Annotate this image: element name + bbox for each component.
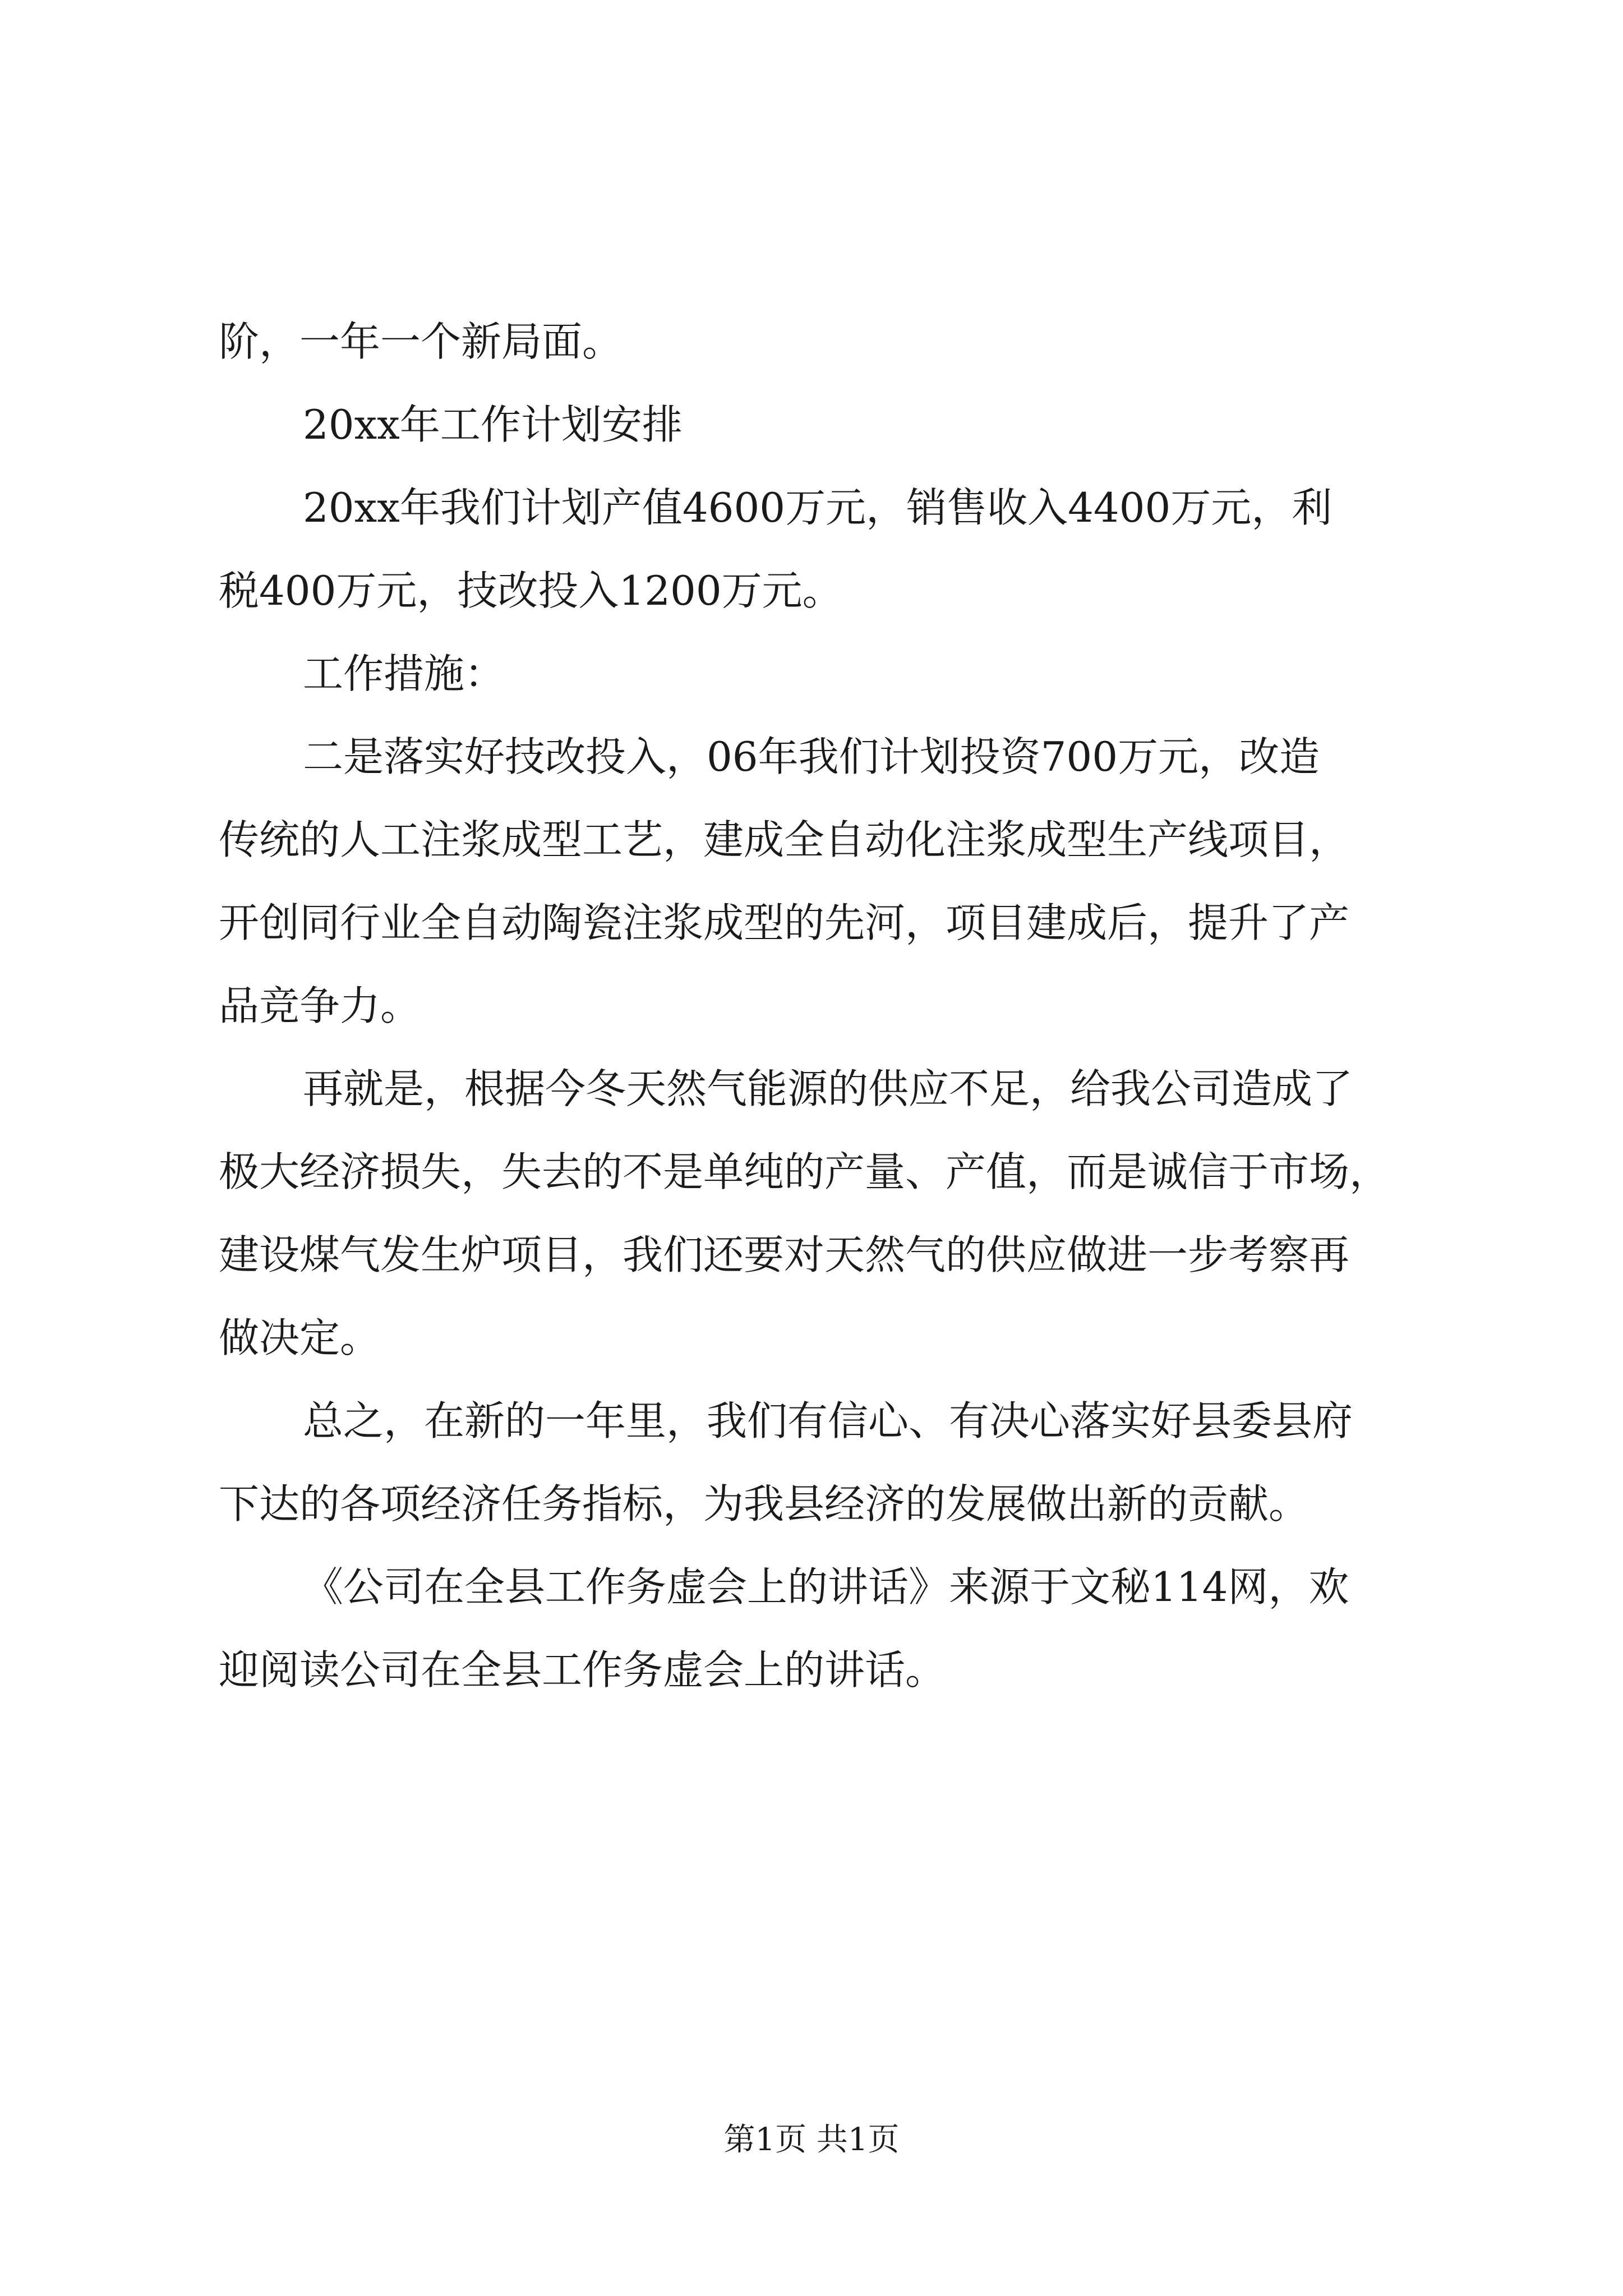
text-line: 《公司在全县工作务虚会上的讲话》来源于文秘114网，欢 [303,1563,1349,1611]
text-line: 下达的各项经济任务指标，为我县经济的发展做出新的贡献。 [219,1480,1310,1527]
text-line: 税400万元，技改投入1200万元。 [219,567,843,614]
section-heading: 20xx年工作计划安排 [303,401,683,448]
document-body [219,300,1424,1714]
text-line: 总之，在新的一年里，我们有信心、有决心落实好县委县府 [303,1397,1353,1444]
text-line: 迎阅读公司在全县工作务虚会上的讲话。 [219,1646,946,1694]
text-line: 阶，一年一个新局面。 [219,318,623,365]
section-heading: 工作措施： [303,650,505,697]
text-line: 品竞争力。 [219,982,421,1029]
text-line: 传统的人工注浆成型工艺，建成全自动化注浆成型生产线项目， [219,816,1350,863]
text-line: 做决定。 [219,1314,381,1361]
text-line: 开创同行业全自动陶瓷注浆成型的先河，项目建成后，提升了产 [219,899,1350,946]
text-line: 建设煤气发生炉项目，我们还要对天然气的供应做进一步考察再 [219,1231,1350,1278]
text-line: 再就是，根据今冬天然气能源的供应不足，给我公司造成了 [303,1065,1353,1112]
page-footer: 第1页 共1页 [723,2122,900,2158]
text-line: 20xx年我们计划产值4600万元，销售收入4400万元，利 [303,484,1332,531]
text-line: 极大经济损失，失去的不是单纯的产量、产值，而是诚信于市场， [219,1148,1390,1195]
text-line: 二是落实好技改投入，06年我们计划投资700万元，改造 [303,733,1320,780]
